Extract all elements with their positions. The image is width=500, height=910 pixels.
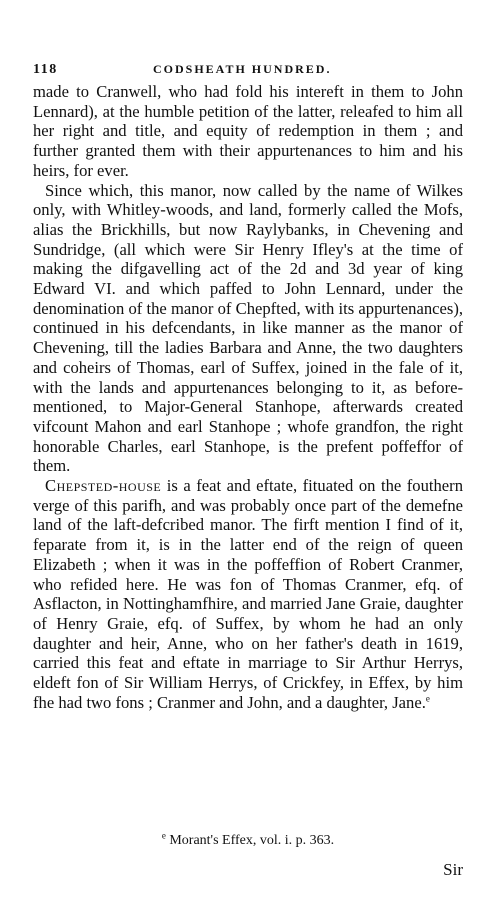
- footnote-reference: e: [425, 693, 430, 704]
- running-head: CODSHEATH HUNDRED.: [153, 62, 332, 76]
- page-number: 118: [33, 62, 58, 77]
- paragraph-3-lead: Chepsted-house: [45, 476, 162, 496]
- page-header: [33, 62, 463, 82]
- footnote-text: Morant's Effex, vol. i. p. 363.: [165, 833, 335, 848]
- paragraph-3: [33, 476, 463, 712]
- paragraph-2-text: Since which, this manor, now called by the name of Wilkes only, with Whitley-woods, and land, formerly called the Mofs, alias the Brickhills, but now Raylybanks, in Chevening and Sundridge, (all which were Sir Henry Ifley's at the time of making the difgavelling act of the 2d and 3d year of king Edward VI. and which paffed to John Lennard, under the denomination of the manor of Chepfted, with its appurtenances), continued in his defcendants, in like manner as the manor of Chevening, till the ladies Barbara and Anne, the two daughters and coheirs of Thomas, earl of Suffex, joined in the fale of it, with the lands and appurtenances belonging to it, as before-mentioned, to Major-General Stanhope, afterwards created vifcount Mahon and earl Stanhope ; whofe grandfon, the right honorable Charles, earl Stanhope, is the prefent poffeffor of them.: [33, 180, 463, 476]
- paragraph-1: [33, 82, 463, 181]
- body-text: [33, 82, 463, 713]
- paragraph-3-text: is a feat and eftate, fituated on the fouthern verge of this parifh, and was probably once part of the demefne land of the laft-defcribed manor. The firft mention I find of it, feparate from it, is in the latter end of the reign of queen Elizabeth ; when it was in the poffeffion of Robert Cranmer, who refided here. He was fon of Thomas Cranmer, efq. of Asflacton, in Nottinghamfhire, and married Jane Graie, daughter of Henry Graie, efq. of Suffex, by whom he had an only daughter and heir, Anne, who on her father's death in 1619, carried this feat and eftate in marriage to Sir Arthur Herrys, eldeft fon of Sir William Herrys, of Crickfey, in Effex, by him fhe had two fons ; Cranmer and John, and a daughter, Jane.: [33, 476, 463, 712]
- paragraph-2: [33, 181, 463, 477]
- footnote-mark: e: [161, 830, 166, 841]
- paragraph-1-text: made to Cranwell, who had fold his intereft in them to John Lennard), at the humble petition of the latter, releafed to him all her right and title, and equity of redemption in them ; and further granted them with their appurtenances to him and his heirs, for ever.: [33, 82, 463, 180]
- footnote: [33, 830, 463, 849]
- catchword: Sir: [443, 860, 463, 879]
